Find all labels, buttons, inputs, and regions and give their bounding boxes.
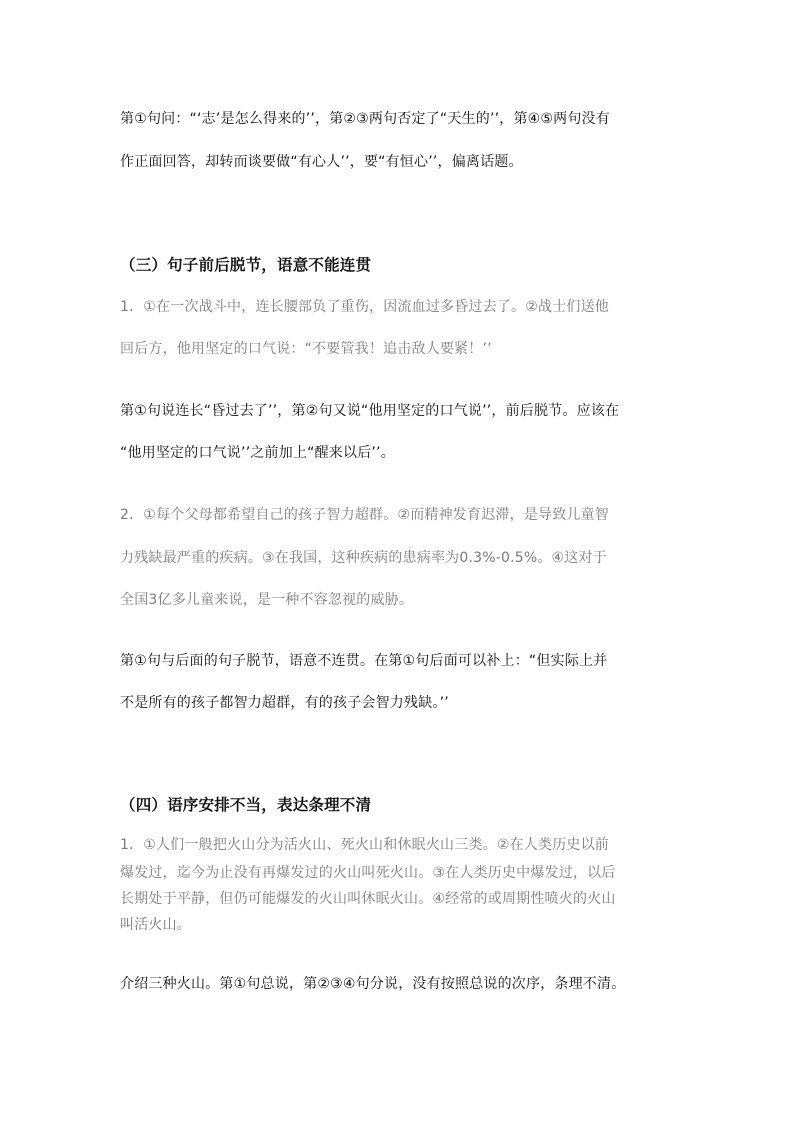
text-line: 2．①每个父母都希望自己的孩子智力超群。②而精神发育迟滞，是导致儿童智 <box>120 507 610 523</box>
section-heading-3: （三）句子前后脱节，语意不能连贯 <box>120 256 372 274</box>
text-line: 全国3亿多儿童来说，是一种不容忽视的威胁。 <box>120 592 414 608</box>
text-line: 作正面回答，却转而谈要做“有心人’’，要“有恒心’’，偏离话题。 <box>120 154 523 170</box>
section-heading-4: （四）语序安排不当，表达条理不清 <box>120 796 372 814</box>
text-line: 不是所有的孩子都智力超群，有的孩子会智力残缺。’’ <box>120 695 449 711</box>
text-line: 回后方，他用坚定的口气说：“不要管我！追击敌人要紧！’’ <box>120 341 492 357</box>
text-line: 1．①在一次战斗中，连长腰部负了重伤，因流血过多昏过去了。②战士们送他 <box>120 299 610 315</box>
text-line: 第①句与后面的句子脱节，语意不连贯。在第①句后面可以补上：“但实际上并 <box>120 653 608 669</box>
text-line: 爆发过，迄今为止没有再爆发过的火山叫死火山。③在人类历史中爆发过，以后 <box>120 865 616 881</box>
text-line: 第①句说连长“昏过去了’’，第②句又说“他用坚定的口气说’’，前后脱节。应该在 <box>120 403 620 419</box>
text-line: “他用坚定的口气说’’之前加上“醒来以后’’。 <box>120 445 395 461</box>
text-line: 1．①人们一般把火山分为活火山、死火山和休眠火山三类。②在人类历史以前 <box>120 837 610 853</box>
text-line: 介绍三种火山。第①句总说，第②③④句分说，没有按照总说的次序，条理不清。 <box>120 976 626 992</box>
text-line: 长期处于平静，但仍可能爆发的火山叫休眠火山。④经常的或周期性喷火的火山 <box>120 891 616 907</box>
text-line: 叫活火山。 <box>120 917 191 933</box>
text-line: 第①句问：“‘志’是怎么得来的’’，第②③两句否定了“天生的’’，第④⑤两句没有 <box>120 111 610 127</box>
text-line: 力残缺最严重的疾病。③在我国，这种疾病的患病率为0.3%-0.5%。④这对于 <box>120 550 607 566</box>
